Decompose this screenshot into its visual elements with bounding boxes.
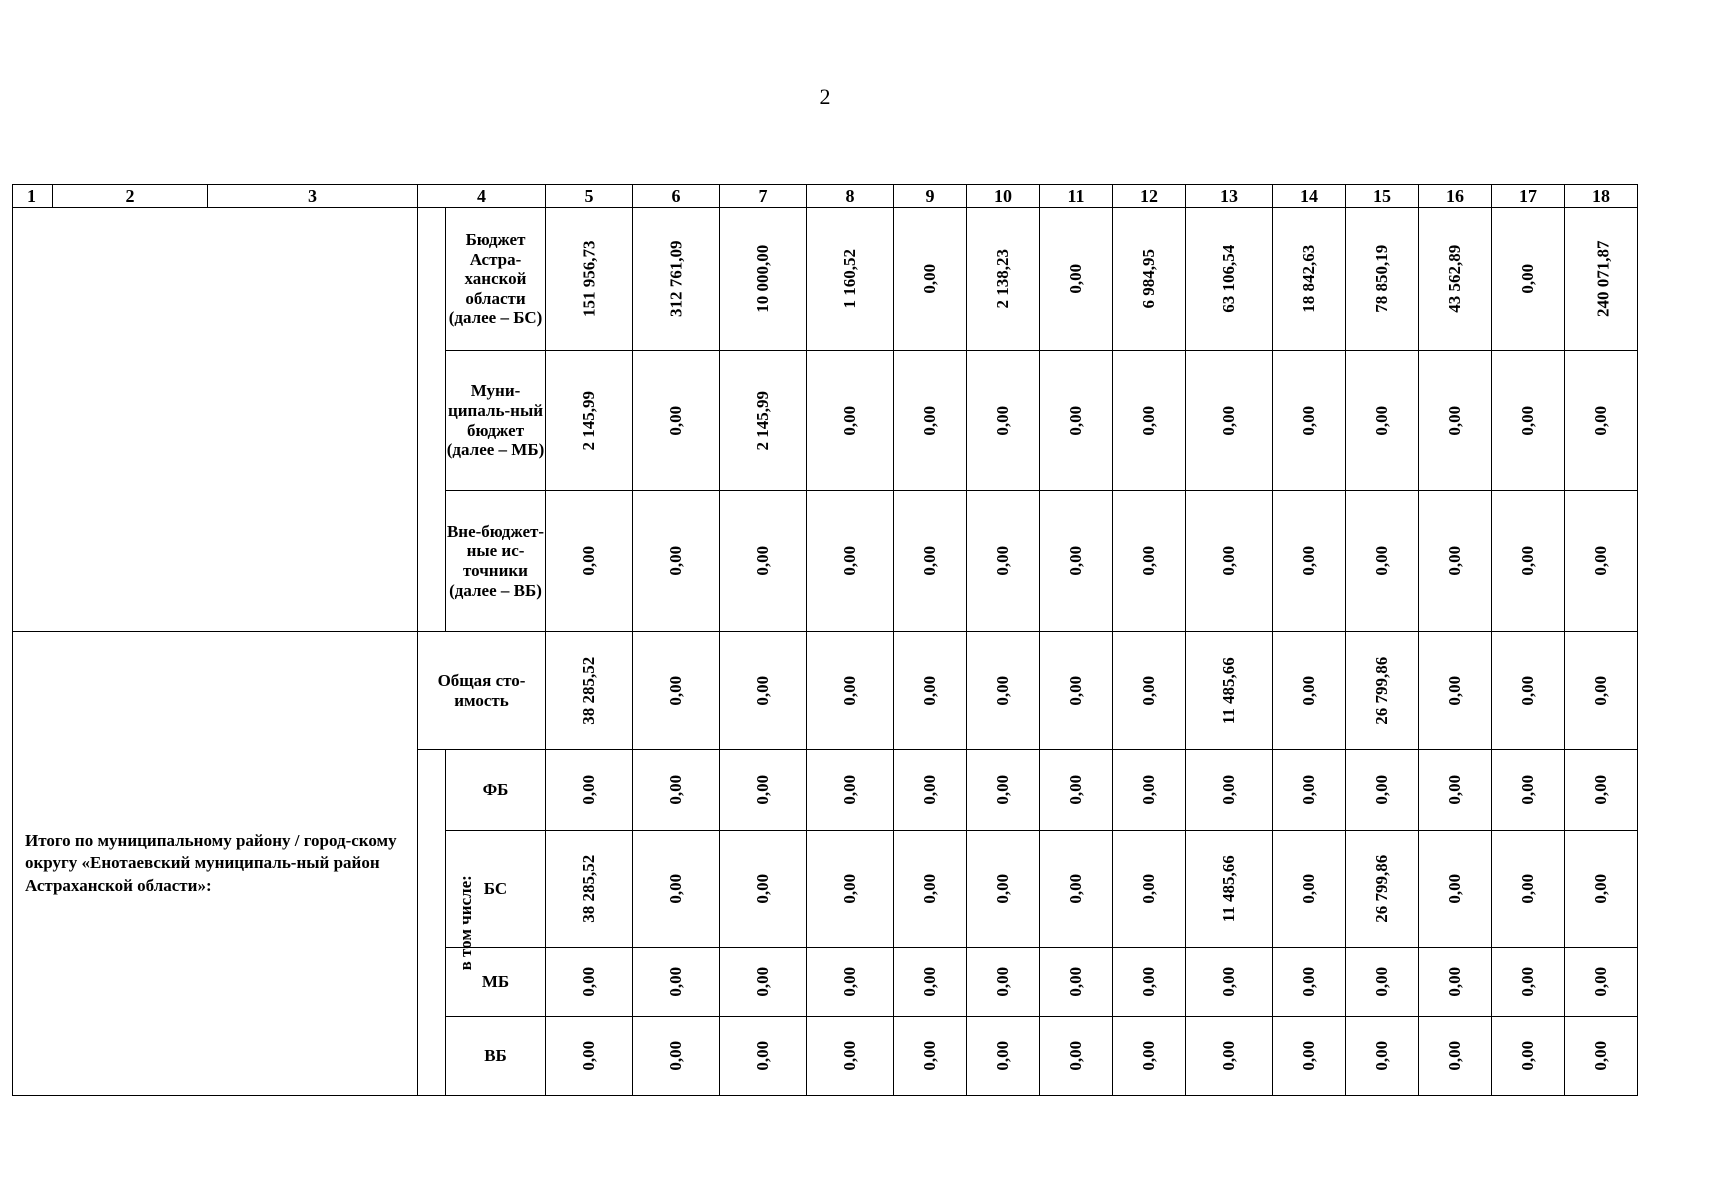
header-cell: 13 [1186, 185, 1273, 208]
value-cell: 10 000,00 [720, 208, 807, 351]
value-cell: 0,00 [1565, 351, 1638, 491]
header-cell: 2 [53, 185, 208, 208]
source-label: ФБ [446, 750, 546, 831]
value-cell: 0,00 [1492, 632, 1565, 750]
header-cell: 17 [1492, 185, 1565, 208]
value-cell: 0,00 [1346, 750, 1419, 831]
value-cell: 0,00 [1040, 948, 1113, 1017]
value-cell: 0,00 [633, 632, 720, 750]
empty-cell [13, 208, 418, 632]
value-cell: 26 799,86 [1346, 632, 1419, 750]
value-cell: 0,00 [1346, 948, 1419, 1017]
value-cell: 0,00 [546, 491, 633, 632]
header-cell: 14 [1273, 185, 1346, 208]
value-cell: 0,00 [1040, 491, 1113, 632]
value-cell: 0,00 [1273, 831, 1346, 948]
value-cell: 26 799,86 [1346, 831, 1419, 948]
value-cell: 0,00 [1346, 351, 1419, 491]
source-label: Бюджет Астра-ханской области (далее – БС) [446, 208, 546, 351]
value-cell: 0,00 [1040, 351, 1113, 491]
value-cell: 0,00 [1113, 491, 1186, 632]
value-cell: 0,00 [1186, 750, 1273, 831]
value-cell: 0,00 [546, 750, 633, 831]
value-cell: 0,00 [894, 491, 967, 632]
value-cell: 0,00 [1113, 1017, 1186, 1096]
value-cell: 0,00 [1113, 831, 1186, 948]
value-cell: 0,00 [633, 491, 720, 632]
source-label: ВБ [446, 1017, 546, 1096]
page-number: 2 [819, 84, 831, 109]
header-cell: 11 [1040, 185, 1113, 208]
header-cell: 15 [1346, 185, 1419, 208]
value-cell: 0,00 [967, 750, 1040, 831]
value-cell: 0,00 [1492, 750, 1565, 831]
value-cell: 0,00 [1113, 351, 1186, 491]
value-cell: 0,00 [633, 351, 720, 491]
value-cell: 0,00 [1565, 750, 1638, 831]
value-cell: 0,00 [1273, 948, 1346, 1017]
header-cell: 7 [720, 185, 807, 208]
header-cell: 1 [13, 185, 53, 208]
value-cell: 0,00 [1419, 1017, 1492, 1096]
value-cell: 0,00 [1273, 491, 1346, 632]
header-cell: 5 [546, 185, 633, 208]
value-cell: 0,00 [967, 491, 1040, 632]
total-label: Итого по муниципальному району / город-скому округу «Енотаевский муниципаль-ный район Астраханской области»: [13, 632, 418, 1096]
value-cell: 0,00 [807, 831, 894, 948]
value-cell: 0,00 [1419, 491, 1492, 632]
value-cell: 312 761,09 [633, 208, 720, 351]
value-cell: 0,00 [967, 948, 1040, 1017]
value-cell: 0,00 [1040, 632, 1113, 750]
value-cell: 0,00 [1419, 948, 1492, 1017]
value-cell: 0,00 [1419, 351, 1492, 491]
budget-table [12, 184, 1716, 1096]
value-cell: 11 485,66 [1186, 632, 1273, 750]
value-cell: 6 984,95 [1113, 208, 1186, 351]
general-cost-label: Общая сто-имость [418, 632, 546, 750]
header-row [13, 185, 1716, 208]
value-cell: 18 842,63 [1273, 208, 1346, 351]
table-row [13, 208, 1716, 351]
source-label: МБ [446, 948, 546, 1017]
value-cell: 0,00 [807, 750, 894, 831]
value-cell: 0,00 [1419, 632, 1492, 750]
value-cell: 151 956,73 [546, 208, 633, 351]
value-cell: 0,00 [1492, 208, 1565, 351]
value-cell: 0,00 [1492, 351, 1565, 491]
value-cell: 0,00 [1040, 831, 1113, 948]
value-cell: 0,00 [720, 831, 807, 948]
value-cell: 38 285,52 [546, 632, 633, 750]
value-cell: 0,00 [1419, 750, 1492, 831]
source-label: БС [446, 831, 546, 948]
value-cell: 0,00 [633, 948, 720, 1017]
value-cell: 0,00 [894, 208, 967, 351]
value-cell: 0,00 [720, 750, 807, 831]
source-label: Муни-ципаль-ный бюджет (далее – МБ) [446, 351, 546, 491]
value-cell: 0,00 [807, 948, 894, 1017]
value-cell: 0,00 [1186, 948, 1273, 1017]
value-cell: 0,00 [1273, 632, 1346, 750]
value-cell: 2 145,99 [720, 351, 807, 491]
header-cell: 10 [967, 185, 1040, 208]
header-cell: 4 [418, 185, 546, 208]
header-cell: 12 [1113, 185, 1186, 208]
value-cell: 0,00 [894, 948, 967, 1017]
value-cell: 0,00 [1113, 948, 1186, 1017]
value-cell: 0,00 [894, 632, 967, 750]
value-cell: 0,00 [1273, 750, 1346, 831]
value-cell: 0,00 [1565, 491, 1638, 632]
value-cell: 0,00 [894, 1017, 967, 1096]
value-cell: 0,00 [1565, 632, 1638, 750]
value-cell: 0,00 [1565, 831, 1638, 948]
value-cell: 1 160,52 [807, 208, 894, 351]
value-cell: 0,00 [720, 632, 807, 750]
value-cell: 63 106,54 [1186, 208, 1273, 351]
header-cell: 16 [1419, 185, 1492, 208]
value-cell: 0,00 [1040, 1017, 1113, 1096]
value-cell: 0,00 [807, 1017, 894, 1096]
value-cell: 0,00 [1186, 491, 1273, 632]
value-cell: 38 285,52 [546, 831, 633, 948]
value-cell: 0,00 [894, 351, 967, 491]
value-cell: 0,00 [1346, 491, 1419, 632]
header-cell: 3 [208, 185, 418, 208]
value-cell: 0,00 [807, 632, 894, 750]
value-cell: 0,00 [1419, 831, 1492, 948]
value-cell: 240 071,87 [1565, 208, 1638, 351]
value-cell: 0,00 [1113, 632, 1186, 750]
value-cell: 0,00 [720, 1017, 807, 1096]
table-row [13, 632, 1716, 750]
source-label: Вне-бюджет-ные ис-точники (далее – ВБ) [446, 491, 546, 632]
value-cell: 0,00 [633, 750, 720, 831]
value-cell: 43 562,89 [1419, 208, 1492, 351]
header-cell: 18 [1565, 185, 1638, 208]
value-cell: 0,00 [1565, 1017, 1638, 1096]
value-cell: 0,00 [1492, 491, 1565, 632]
value-cell: 0,00 [1346, 1017, 1419, 1096]
value-cell: 0,00 [967, 632, 1040, 750]
empty-cell [418, 208, 446, 632]
value-cell: 0,00 [894, 750, 967, 831]
value-cell: 0,00 [894, 831, 967, 948]
value-cell: 0,00 [1492, 831, 1565, 948]
value-cell: 0,00 [967, 351, 1040, 491]
value-cell: 0,00 [1492, 1017, 1565, 1096]
value-cell: 0,00 [546, 1017, 633, 1096]
value-cell: 0,00 [967, 1017, 1040, 1096]
including-label: в том числе: [418, 750, 446, 1096]
value-cell: 2 145,99 [546, 351, 633, 491]
value-cell: 0,00 [1273, 1017, 1346, 1096]
header-cell: 8 [807, 185, 894, 208]
value-cell: 0,00 [967, 831, 1040, 948]
value-cell: 0,00 [546, 948, 633, 1017]
value-cell: 0,00 [1040, 750, 1113, 831]
value-cell: 2 138,23 [967, 208, 1040, 351]
value-cell: 0,00 [720, 491, 807, 632]
value-cell: 0,00 [807, 491, 894, 632]
value-cell: 0,00 [1492, 948, 1565, 1017]
header-cell: 9 [894, 185, 967, 208]
value-cell: 78 850,19 [1346, 208, 1419, 351]
value-cell: 0,00 [720, 948, 807, 1017]
value-cell: 0,00 [1186, 351, 1273, 491]
value-cell: 0,00 [1113, 750, 1186, 831]
header-cell: 6 [633, 185, 720, 208]
value-cell: 0,00 [633, 1017, 720, 1096]
value-cell: 0,00 [633, 831, 720, 948]
value-cell: 11 485,66 [1186, 831, 1273, 948]
value-cell: 0,00 [1273, 351, 1346, 491]
value-cell: 0,00 [1186, 1017, 1273, 1096]
value-cell: 0,00 [1565, 948, 1638, 1017]
value-cell: 0,00 [807, 351, 894, 491]
value-cell: 0,00 [1040, 208, 1113, 351]
